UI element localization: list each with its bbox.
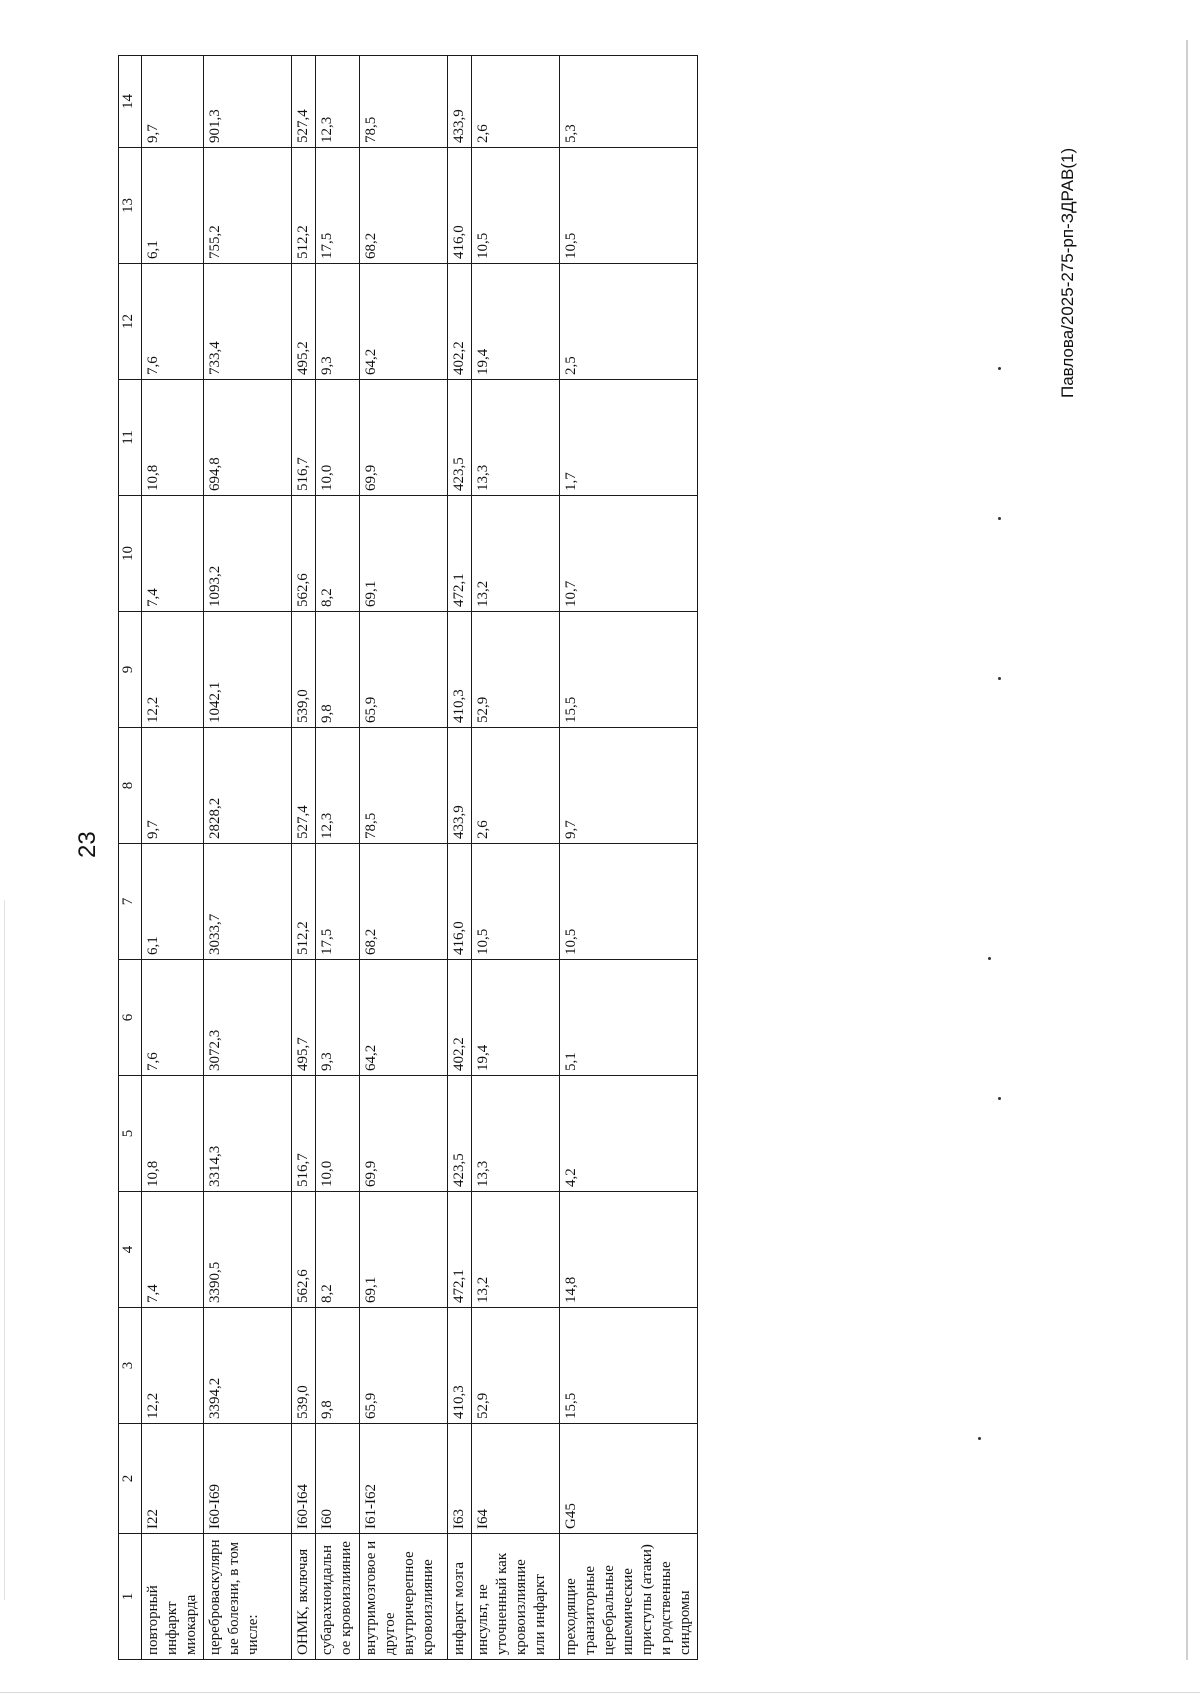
value-cell: 7,6 xyxy=(142,264,204,380)
value-cell: 539,0 xyxy=(292,612,316,728)
value-cell: 755,2 xyxy=(204,148,292,264)
table-row xyxy=(316,56,360,1660)
value-cell: 9,3 xyxy=(316,264,360,380)
value-cell: 12,2 xyxy=(142,1308,204,1424)
disease-name: инфаркт мозга xyxy=(451,1561,467,1655)
speck xyxy=(978,1437,981,1440)
page-number: 23 xyxy=(74,831,101,858)
value-cell: 10,5 xyxy=(472,844,560,960)
disease-name: цереброваскулярные болезни, в том числе: xyxy=(207,1539,261,1655)
value-cell: 52,9 xyxy=(472,1308,560,1424)
value-cell: 539,0 xyxy=(292,1308,316,1424)
value-cell: 3033,7 xyxy=(204,844,292,960)
value-cell: 410,3 xyxy=(448,612,472,728)
value-cell: 416,0 xyxy=(448,148,472,264)
table-row xyxy=(292,56,316,1660)
value-cell: 512,2 xyxy=(292,148,316,264)
value-cell: 9,7 xyxy=(142,728,204,844)
value-cell: 433,9 xyxy=(448,56,472,148)
speck xyxy=(998,1097,1001,1100)
value-cell: 14,8 xyxy=(560,1192,698,1308)
value-cell: 4,2 xyxy=(560,1076,698,1192)
disease-name-cell xyxy=(204,1534,292,1660)
value-cell: 12,3 xyxy=(316,728,360,844)
value-cell: 733,4 xyxy=(204,264,292,380)
value-cell: 512,2 xyxy=(292,844,316,960)
value-cell: 694,8 xyxy=(204,380,292,496)
value-cell: 416,0 xyxy=(448,844,472,960)
column-header-12: 12 xyxy=(119,264,142,380)
disease-name: инсульт, не уточненный как кровоизлияние или инфаркт xyxy=(475,1552,548,1655)
value-cell: 3390,5 xyxy=(204,1192,292,1308)
value-cell: 17,5 xyxy=(316,844,360,960)
disease-name-cell xyxy=(316,1534,360,1660)
column-header-3: 3 xyxy=(119,1308,142,1424)
disease-name: субарахноидальное кровоизлияние xyxy=(319,1541,354,1655)
value-cell: 562,6 xyxy=(292,496,316,612)
icd-code-cell: I60-I64 xyxy=(292,1424,316,1534)
table-row xyxy=(472,56,560,1660)
value-cell: 9,3 xyxy=(316,960,360,1076)
rotated-sheet xyxy=(74,40,1077,1660)
speck xyxy=(998,367,1001,370)
speck xyxy=(998,677,1001,680)
value-cell: 495,2 xyxy=(292,264,316,380)
column-header-5: 5 xyxy=(119,1076,142,1192)
value-cell: 65,9 xyxy=(360,1308,448,1424)
value-cell: 423,5 xyxy=(448,1076,472,1192)
value-cell: 69,9 xyxy=(360,1076,448,1192)
value-cell: 562,6 xyxy=(292,1192,316,1308)
disease-name: повторный инфаркт миокарда xyxy=(145,1585,199,1655)
value-cell: 516,7 xyxy=(292,380,316,496)
header-row xyxy=(119,56,142,1660)
value-cell: 7,4 xyxy=(142,1192,204,1308)
value-cell: 10,8 xyxy=(142,380,204,496)
disease-name: преходящие транзиторные церебральные ишемические приступы (атаки) и родственные синдромы xyxy=(563,1544,693,1655)
value-cell: 65,9 xyxy=(360,612,448,728)
disease-name: внутримозговое и другое внутричерепное кровоизлияние xyxy=(363,1540,436,1655)
column-header-13: 13 xyxy=(119,148,142,264)
disease-name-cell xyxy=(560,1534,698,1660)
disease-name-cell xyxy=(142,1534,204,1660)
table-row xyxy=(360,56,448,1660)
disease-name-cell xyxy=(448,1534,472,1660)
icd-code-cell: I64 xyxy=(472,1424,560,1534)
value-cell: 2828,2 xyxy=(204,728,292,844)
speck xyxy=(998,517,1001,520)
value-cell: 69,1 xyxy=(360,496,448,612)
value-cell: 12,3 xyxy=(316,56,360,148)
table-row xyxy=(204,56,292,1660)
scan-edge-left xyxy=(4,900,5,1600)
value-cell: 10,5 xyxy=(560,148,698,264)
icd-code-cell: I22 xyxy=(142,1424,204,1534)
value-cell: 3072,3 xyxy=(204,960,292,1076)
value-cell: 68,2 xyxy=(360,148,448,264)
table-body xyxy=(142,56,698,1660)
value-cell: 68,2 xyxy=(360,844,448,960)
value-cell: 2,6 xyxy=(472,56,560,148)
value-cell: 10,0 xyxy=(316,380,360,496)
column-header-10: 10 xyxy=(119,496,142,612)
column-header-6: 6 xyxy=(119,960,142,1076)
column-header-1: 1 xyxy=(119,1534,142,1660)
value-cell: 15,5 xyxy=(560,1308,698,1424)
column-header-14: 14 xyxy=(119,56,142,148)
table-row xyxy=(448,56,472,1660)
value-cell: 516,7 xyxy=(292,1076,316,1192)
value-cell: 52,9 xyxy=(472,612,560,728)
value-cell: 9,7 xyxy=(560,728,698,844)
value-cell: 17,5 xyxy=(316,148,360,264)
value-cell: 12,2 xyxy=(142,612,204,728)
table-row xyxy=(560,56,698,1660)
value-cell: 69,9 xyxy=(360,380,448,496)
value-cell: 1,7 xyxy=(560,380,698,496)
value-cell: 1042,1 xyxy=(204,612,292,728)
value-cell: 13,2 xyxy=(472,496,560,612)
icd-code-cell: G45 xyxy=(560,1424,698,1534)
disease-name-cell xyxy=(472,1534,560,1660)
value-cell: 402,2 xyxy=(448,264,472,380)
disease-name: ОНМК, включая xyxy=(295,1548,311,1655)
value-cell: 7,6 xyxy=(142,960,204,1076)
value-cell: 19,4 xyxy=(472,960,560,1076)
value-cell: 6,1 xyxy=(142,844,204,960)
value-cell: 10,5 xyxy=(472,148,560,264)
value-cell: 433,9 xyxy=(448,728,472,844)
value-cell: 527,4 xyxy=(292,728,316,844)
value-cell: 3394,2 xyxy=(204,1308,292,1424)
value-cell: 10,0 xyxy=(316,1076,360,1192)
value-cell: 15,5 xyxy=(560,612,698,728)
value-cell: 13,2 xyxy=(472,1192,560,1308)
value-cell: 5,3 xyxy=(560,56,698,148)
value-cell: 495,7 xyxy=(292,960,316,1076)
value-cell: 3314,3 xyxy=(204,1076,292,1192)
speck xyxy=(988,957,991,960)
value-cell: 472,1 xyxy=(448,1192,472,1308)
icd-code-cell: I61-I62 xyxy=(360,1424,448,1534)
column-header-2: 2 xyxy=(119,1424,142,1534)
scan-edge-right xyxy=(1186,40,1188,1660)
statistics-table xyxy=(118,55,698,1660)
value-cell: 8,2 xyxy=(316,496,360,612)
disease-name-cell xyxy=(360,1534,448,1660)
value-cell: 10,5 xyxy=(560,844,698,960)
column-header-8: 8 xyxy=(119,728,142,844)
value-cell: 64,2 xyxy=(360,960,448,1076)
column-header-4: 4 xyxy=(119,1192,142,1308)
value-cell: 402,2 xyxy=(448,960,472,1076)
value-cell: 10,8 xyxy=(142,1076,204,1192)
value-cell: 2,6 xyxy=(472,728,560,844)
value-cell: 7,4 xyxy=(142,496,204,612)
column-header-7: 7 xyxy=(119,844,142,960)
table-row xyxy=(142,56,204,1660)
value-cell: 64,2 xyxy=(360,264,448,380)
value-cell: 2,5 xyxy=(560,264,698,380)
value-cell: 410,3 xyxy=(448,1308,472,1424)
scan-edge-bottom xyxy=(0,1692,1200,1693)
value-cell: 9,8 xyxy=(316,612,360,728)
value-cell: 6,1 xyxy=(142,148,204,264)
value-cell: 8,2 xyxy=(316,1192,360,1308)
value-cell: 19,4 xyxy=(472,264,560,380)
value-cell: 1093,2 xyxy=(204,496,292,612)
value-cell: 901,3 xyxy=(204,56,292,148)
value-cell: 9,7 xyxy=(142,56,204,148)
value-cell: 13,3 xyxy=(472,1076,560,1192)
icd-code-cell: I63 xyxy=(448,1424,472,1534)
document-code: Павлова/2025-275-рп-ЗДРАВ(1) xyxy=(1058,147,1077,398)
value-cell: 527,4 xyxy=(292,56,316,148)
value-cell: 472,1 xyxy=(448,496,472,612)
column-header-11: 11 xyxy=(119,380,142,496)
value-cell: 5,1 xyxy=(560,960,698,1076)
value-cell: 10,7 xyxy=(560,496,698,612)
value-cell: 78,5 xyxy=(360,56,448,148)
value-cell: 69,1 xyxy=(360,1192,448,1308)
value-cell: 423,5 xyxy=(448,380,472,496)
column-header-9: 9 xyxy=(119,612,142,728)
value-cell: 13,3 xyxy=(472,380,560,496)
icd-code-cell: I60-I69 xyxy=(204,1424,292,1534)
value-cell: 9,8 xyxy=(316,1308,360,1424)
value-cell: 78,5 xyxy=(360,728,448,844)
disease-name-cell xyxy=(292,1534,316,1660)
icd-code-cell: I60 xyxy=(316,1424,360,1534)
